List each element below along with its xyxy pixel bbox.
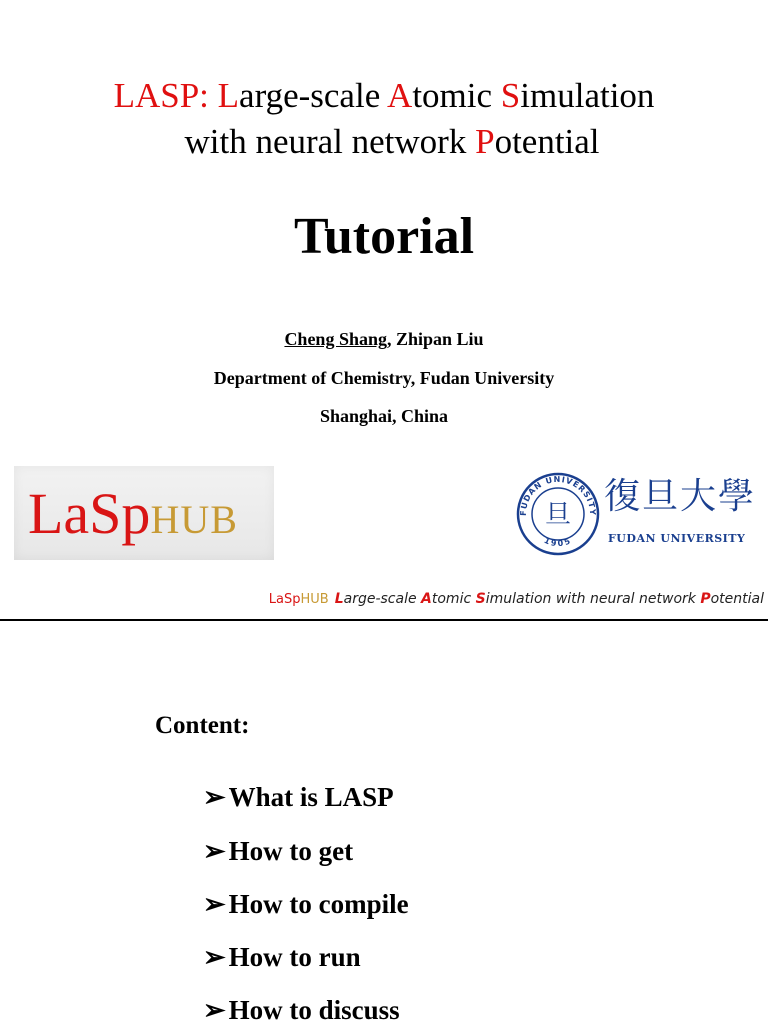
authors [0, 327, 768, 351]
title-line-2 [0, 120, 768, 164]
arrow-bullet-icon: ➢ [203, 836, 226, 866]
affiliation: Department of Chemistry, Fudan University [213, 368, 555, 388]
svg-text:1905: 1905 [542, 535, 574, 549]
footer-banner: LaSpHUB Large-scale Atomic Simulation with neural network Potential [268, 591, 764, 607]
arrow-bullet-icon: ➢ [203, 995, 226, 1025]
title-segment: imulation [520, 76, 655, 115]
title-segment: A [387, 76, 413, 115]
toc-item: ➢ How to compile [203, 886, 409, 922]
fudan-logo [516, 470, 756, 560]
toc-item: ➢ How to run [203, 939, 361, 975]
fudan-seal-icon [516, 472, 600, 556]
location: Shanghai, China [319, 406, 449, 426]
banner-logo: LaSpHUB [268, 592, 329, 607]
slide-divider [0, 619, 768, 621]
title-segment: S [500, 76, 521, 115]
title-segment: otential [494, 122, 600, 161]
fudan-chinese-name: 復旦大學 [604, 476, 757, 517]
logo-la: La [28, 481, 90, 546]
logo-sp: Sp [89, 481, 151, 546]
title-segment: arge-scale [239, 76, 388, 115]
arrow-bullet-icon: ➢ [203, 782, 226, 812]
arrow-bullet-icon: ➢ [203, 889, 226, 919]
logo-hub: HUB [150, 497, 238, 542]
toc-item: ➢ What is LASP [203, 779, 394, 815]
title-line-1 [0, 74, 768, 118]
content-heading: Content: [155, 712, 250, 739]
toc-item: ➢ How to discuss [203, 992, 400, 1028]
svg-text:FUDAN UNIVERSITY: FUDAN UNIVERSITY [518, 474, 598, 517]
fudan-english-name: FUDAN UNIVERSITY [608, 532, 746, 545]
presenting-author: Cheng Shang [284, 329, 387, 349]
co-authors: , Zhipan Liu [386, 329, 484, 349]
title-segment: tomic [412, 76, 501, 115]
title-segment: with neural network [184, 122, 476, 161]
arrow-bullet-icon: ➢ [203, 942, 226, 972]
page-subtitle: Tutorial [293, 208, 475, 265]
svg-text:旦: 旦 [544, 500, 572, 530]
title-segment: LASP: [113, 76, 218, 115]
title-segment: P [475, 122, 495, 161]
lasphub-logo [14, 466, 274, 560]
title-segment: L [217, 76, 240, 115]
toc-item: ➢ How to get [203, 833, 353, 869]
